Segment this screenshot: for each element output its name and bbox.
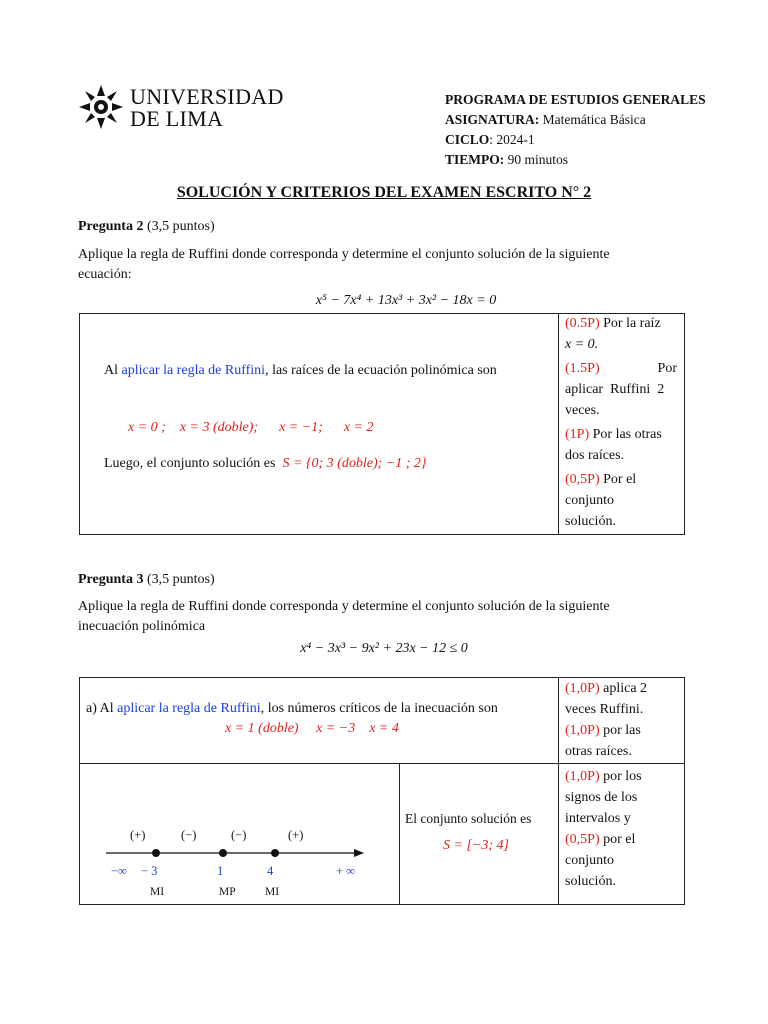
criterion-score: (1P) <box>565 427 590 442</box>
q3-part-a <box>86 701 498 717</box>
q2-intro-pre: Al <box>104 363 122 378</box>
point-minus-3 <box>152 849 160 857</box>
q2-label: Pregunta 2 <box>78 219 144 234</box>
q2-conclusion-pre: Luego, el conjunto solución es <box>104 456 276 471</box>
q3-part-a-post: , los números críticos de la inecuación son <box>260 701 498 716</box>
q3-criterion-a1 <box>565 678 680 720</box>
criterion-score: (1,0P) <box>565 769 600 784</box>
q3-table-divider-mid <box>399 763 400 905</box>
subject-value: Matemática Básica <box>542 112 646 127</box>
q3-heading <box>78 572 215 588</box>
university-line2: DE LIMA <box>130 106 224 131</box>
criterion-text: solución. <box>565 514 616 529</box>
criterion-score: (0,5P) <box>565 472 600 487</box>
q2-criterion-1 <box>565 313 677 355</box>
q3-critical-numbers: x = 1 (doble) x = −3 x = 4 <box>225 721 399 736</box>
q2-ruffini-link: aplicar la regla de Ruffini <box>121 363 266 378</box>
q3-solution-set: S = [−3; 4] <box>443 838 509 853</box>
q3-statement-line1: Aplique la regla de Ruffini donde corresponda y determine el conjunto solución de la siguiente <box>78 599 610 614</box>
q2-solution-set: S = {0; 3 (doble); −1 ; 2} <box>282 456 427 471</box>
criterion-score: (0.5P) <box>565 316 600 331</box>
q2-points: (3,5 puntos) <box>146 219 215 234</box>
university-name <box>130 86 284 130</box>
q3-statement-line2: inecuación polinómica <box>78 619 206 634</box>
label-mi-2: MI <box>265 886 280 898</box>
criterion-text: por las <box>599 723 641 738</box>
course-info <box>445 90 706 170</box>
q2-table-divider <box>558 313 559 535</box>
time-label: TIEMPO: <box>445 152 505 167</box>
label-mp: MP <box>219 886 236 898</box>
label-minus-infinity: −∞ <box>111 864 127 878</box>
criterion-text: aplica 2 <box>599 681 648 696</box>
criterion-text: por el <box>599 832 636 847</box>
page-title: SOLUCIÓN Y CRITERIOS DEL EXAMEN ESCRITO N° 2 <box>176 184 592 201</box>
q3-points: (3,5 puntos) <box>146 572 215 587</box>
criterion-score: (1,0P) <box>565 723 600 738</box>
university-logo <box>78 84 124 130</box>
criterion-text: por los <box>599 769 642 784</box>
q3-criterion-b1 <box>565 766 680 829</box>
q2-intro-post: , las raíces de la ecuación polinómica son <box>265 363 497 378</box>
criterion-text: Por las otras <box>589 427 662 442</box>
q3-criterion-a2 <box>565 720 680 762</box>
criterion-score: (1,0P) <box>565 681 600 696</box>
criterion-text: dos raíces. <box>565 448 625 463</box>
criterion-text: aplicar Ruffini 2 <box>565 382 665 397</box>
criterion-text: solución. <box>565 874 616 889</box>
subject-label: ASIGNATURA: <box>445 112 540 127</box>
q2-criterion-3 <box>565 424 677 466</box>
criterion-text: veces. <box>565 403 600 418</box>
sign-2: (−) <box>181 828 197 842</box>
point-4 <box>271 849 279 857</box>
q2-criterion-4 <box>565 469 677 532</box>
time-value: 90 minutos <box>507 152 569 167</box>
q3-solution-label: El conjunto solución es <box>405 811 532 826</box>
q2-statement <box>78 245 698 285</box>
cycle-value: : 2024-1 <box>489 132 535 147</box>
label-1: 1 <box>217 864 224 878</box>
criterion-score: (1.5P) <box>565 361 600 376</box>
q3-part-a-pre: a) Al <box>86 701 118 716</box>
label-4: 4 <box>267 864 274 878</box>
program-name: PROGRAMA DE ESTUDIOS GENERALES <box>445 92 706 107</box>
q3-statement <box>78 597 698 637</box>
sign-4: (+) <box>288 828 304 842</box>
q3-inequality: x⁴ − 3x³ − 9x² + 23x − 12 ≤ 0 <box>300 641 468 656</box>
label-minus-3: − 3 <box>141 864 158 878</box>
point-1 <box>219 849 227 857</box>
criterion-text: signos de los <box>565 790 638 805</box>
q2-equation: x⁵ − 7x⁴ + 13x³ + 3x² − 18x = 0 <box>315 293 497 308</box>
q2-roots: x = 0 ; x = 3 (doble); x = −1; x = 2 <box>128 420 374 435</box>
q3-criteria-a <box>565 678 680 762</box>
label-plus-infinity: + ∞ <box>336 864 356 878</box>
criterion-text: Por el <box>599 472 637 487</box>
criterion-text: Por <box>657 361 677 376</box>
q3-criterion-b2 <box>565 829 680 892</box>
criterion-text: conjunto <box>565 493 614 508</box>
q2-statement-line2: ecuación: <box>78 267 132 282</box>
university-line1: UNIVERSIDAD <box>130 84 284 109</box>
criterion-text: veces Ruffini. <box>565 702 644 717</box>
sign-1: (+) <box>130 828 146 842</box>
q3-label: Pregunta 3 <box>78 572 144 587</box>
label-mi-1: MI <box>150 886 165 898</box>
star-logo-icon <box>78 84 124 130</box>
criterion-text: intervalos y <box>565 811 631 826</box>
q3-table-row-divider <box>79 763 685 764</box>
criterion-score: (0,5P) <box>565 832 600 847</box>
q2-criteria <box>565 313 677 532</box>
q2-conclusion <box>104 456 426 472</box>
q2-statement-line1: Aplique la regla de Ruffini donde corresponda y determine el conjunto solución de la siguiente <box>78 247 610 262</box>
criterion-text: conjunto <box>565 853 614 868</box>
q3-criteria-b <box>565 766 680 892</box>
criterion-text: Por la raíz <box>599 316 661 331</box>
criterion-text: otras raíces. <box>565 744 632 759</box>
q2-intro <box>104 363 497 379</box>
q2-criterion-2 <box>565 358 677 421</box>
sign-3: (−) <box>231 828 247 842</box>
criterion-text: x = 0. <box>565 337 599 352</box>
q3-table-divider-right <box>558 677 559 905</box>
q2-heading <box>78 219 215 235</box>
number-line <box>100 820 380 905</box>
q3-ruffini-link: aplicar la regla de Ruffini <box>117 701 261 716</box>
cycle-label: CICLO <box>445 132 490 147</box>
